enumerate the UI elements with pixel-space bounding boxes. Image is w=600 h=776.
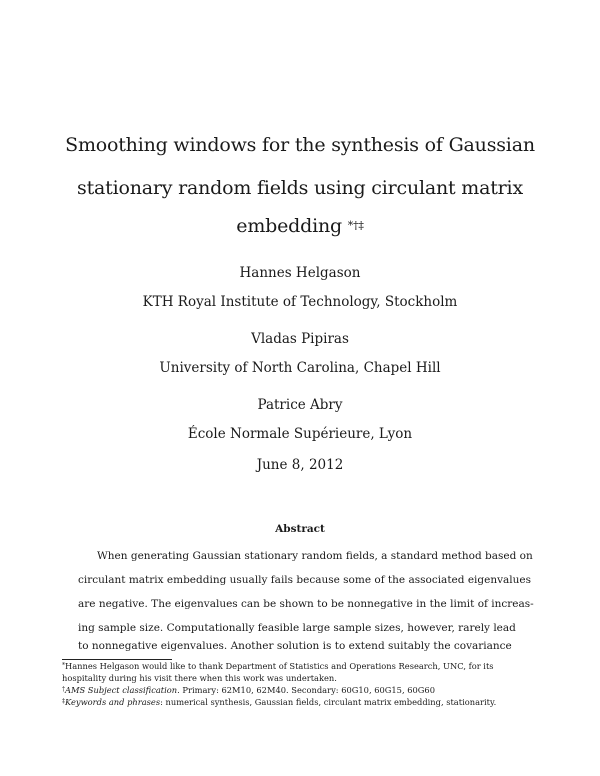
footnote-1-line-2: hospitality during his visit there when this work was undertaken.: [62, 673, 337, 683]
abstract-line: are negative. The eigenvalues can be shown to be nonnegative in the limit of increas-: [78, 598, 534, 610]
footnote-2-mark: †: [62, 686, 65, 693]
author-name-1: Hannes Helgason: [239, 265, 361, 281]
title-line-3-text: embedding: [236, 215, 342, 237]
author-name-3: Patrice Abry: [257, 397, 343, 413]
abstract-line: circulant matrix embedding usually fails because some of the associated eigenvalues: [78, 574, 531, 586]
footnote-2: [62, 685, 542, 697]
title-footnote-marks: *†‡: [347, 219, 364, 232]
author-affiliation-2: University of North Carolina, Chapel Hill: [159, 360, 441, 376]
paper-date: June 8, 2012: [256, 457, 344, 473]
footnote-3-mark: ‡: [62, 698, 65, 705]
title-line-3: [0, 215, 600, 237]
abstract-line: ing sample size. Computationally feasible large sample sizes, however, rarely lead: [78, 622, 516, 634]
author-affiliation-3: École Normale Supérieure, Lyon: [187, 426, 413, 442]
footnote-1-mark: *: [62, 662, 65, 669]
title-line-2: stationary random fields using circulant matrix: [77, 177, 523, 199]
footnote-1-line-1: Hannes Helgason would like to thank Department of Statistics and Operations Research, UNC, for its: [65, 661, 494, 671]
abstract-line: When generating Gaussian stationary random fields, a standard method based on: [97, 550, 533, 562]
author-affiliation-1: KTH Royal Institute of Technology, Stockholm: [142, 294, 458, 310]
footnote-2-text: . Primary: 62M10, 62M40. Secondary: 60G10, 60G15, 60G60: [177, 685, 435, 695]
author-name-2: Vladas Pipiras: [251, 331, 349, 347]
footnote-3-label: Keywords and phrases: [65, 697, 161, 707]
abstract-line: to nonnegative eigenvalues. Another solution is to extend suitably the covariance: [78, 640, 512, 652]
title-line-1: Smoothing windows for the synthesis of Gaussian: [65, 134, 535, 156]
footnote-3-text: : numerical synthesis, Gaussian fields, circulant matrix embedding, stationarity.: [160, 697, 497, 707]
footnote-2-label: AMS Subject classification: [65, 685, 178, 695]
footnote-1: [62, 661, 542, 673]
footnote-rule: [62, 659, 172, 660]
abstract-heading: Abstract: [275, 523, 325, 535]
footnote-3: [62, 697, 542, 709]
